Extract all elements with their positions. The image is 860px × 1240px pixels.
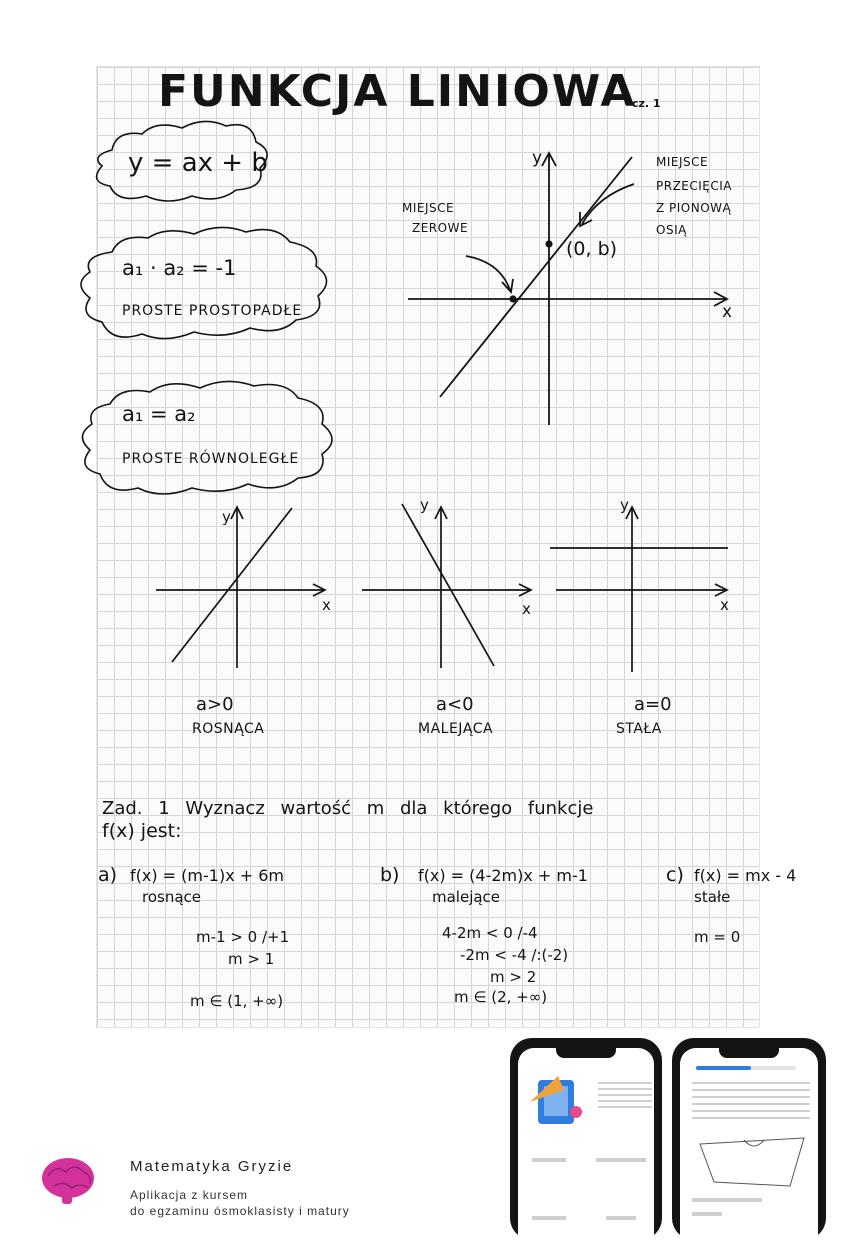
intercept-label-line1: MIEJSCE (656, 155, 709, 169)
parallel-label: PROSTE RÓWNOLEGŁE (122, 451, 300, 467)
task-a-step1: m-1 > 0 /+1 (196, 928, 290, 946)
graph1-line (172, 508, 292, 662)
graph1-name: ROSNĄCA (192, 721, 265, 737)
graph1-condition: a>0 (196, 694, 234, 715)
app-progress-bar (696, 1066, 796, 1070)
intercept-label-line2: PRZECIĘCIA (656, 179, 733, 193)
intercept-label-line3: Z PIONOWĄ (656, 201, 732, 215)
page-title: FUNKCJA LINIOWA (158, 66, 637, 117)
task-a-function: f(x) = (m-1)x + 6m (130, 866, 284, 885)
parallel-condition: a₁ = a₂ (122, 402, 196, 426)
task-b-marker: b) (380, 864, 400, 886)
task-a-type: rosnące (142, 888, 202, 906)
main-y-label: y (532, 148, 543, 168)
task-a-answer: m ∈ (1, +∞) (190, 992, 284, 1010)
perpendicular-condition: a₁ · a₂ = -1 (122, 256, 237, 280)
zero-label-line2: ZEROWE (412, 221, 469, 235)
footer-tagline-line1: Aplikacja z kursem (130, 1188, 249, 1202)
task-heading-line2: f(x) jest: (102, 820, 182, 842)
perpendicular-label: PROSTE PROSTOPADŁE (122, 303, 303, 319)
task-b-function: f(x) = (4-2m)x + m-1 (418, 866, 588, 885)
graph3-condition: a=0 (634, 694, 672, 715)
phone-screen-right (680, 1048, 818, 1240)
graph1-y-label: y (222, 508, 231, 526)
graph2-y-label: y (420, 496, 429, 514)
task-c-answer: m = 0 (694, 928, 741, 946)
task-c-type: stałe (694, 888, 731, 906)
phone-screen-left (518, 1048, 654, 1240)
task-b-step1: 4-2m < 0 /-4 (442, 924, 538, 942)
main-x-label: x (722, 302, 733, 322)
task-b-step3: m > 2 (490, 968, 537, 986)
task-c-function: f(x) = mx - 4 (694, 866, 797, 885)
part-label: cz. 1 (632, 97, 661, 110)
task-a-marker: a) (98, 864, 118, 886)
task-heading-line1: Zad. 1 Wyznacz wartość m dla którego funkcje (102, 798, 594, 819)
graph2-condition: a<0 (436, 694, 474, 715)
phone-mockup-left (510, 1038, 662, 1240)
task-a-step2: m > 1 (228, 950, 275, 968)
graph3-y-label: y (620, 496, 629, 514)
graph3-name: STAŁA (616, 721, 662, 737)
task-b-step2: -2m < -4 /:(-2) (460, 946, 569, 964)
task-b-type: malejące (432, 888, 501, 906)
task-b-answer: m ∈ (2, +∞) (454, 988, 548, 1006)
linear-formula: y = ax + b (128, 148, 268, 178)
intercept-point-label: (0, b) (566, 238, 618, 260)
graph2-line (402, 504, 494, 666)
graph2-x-label: x (522, 600, 531, 618)
app-geometry-figure (694, 1132, 814, 1192)
footer-tagline-line2: do egzaminu ósmoklasisty i matury (130, 1204, 350, 1218)
graph3-x-label: x (720, 596, 729, 614)
app-illustration-icon (528, 1072, 588, 1132)
task-c-marker: c) (666, 864, 684, 886)
graph1-x-label: x (322, 596, 331, 614)
zero-label-line1: MIEJSCE (402, 201, 455, 215)
brain-logo-icon (36, 1150, 106, 1210)
graph2-name: MALEJĄCA (418, 721, 494, 737)
phone-mockup-right (672, 1038, 826, 1240)
intercept-label-line4: OSIĄ (656, 223, 687, 237)
footer-brand: Matematyka Gryzie (130, 1158, 294, 1175)
